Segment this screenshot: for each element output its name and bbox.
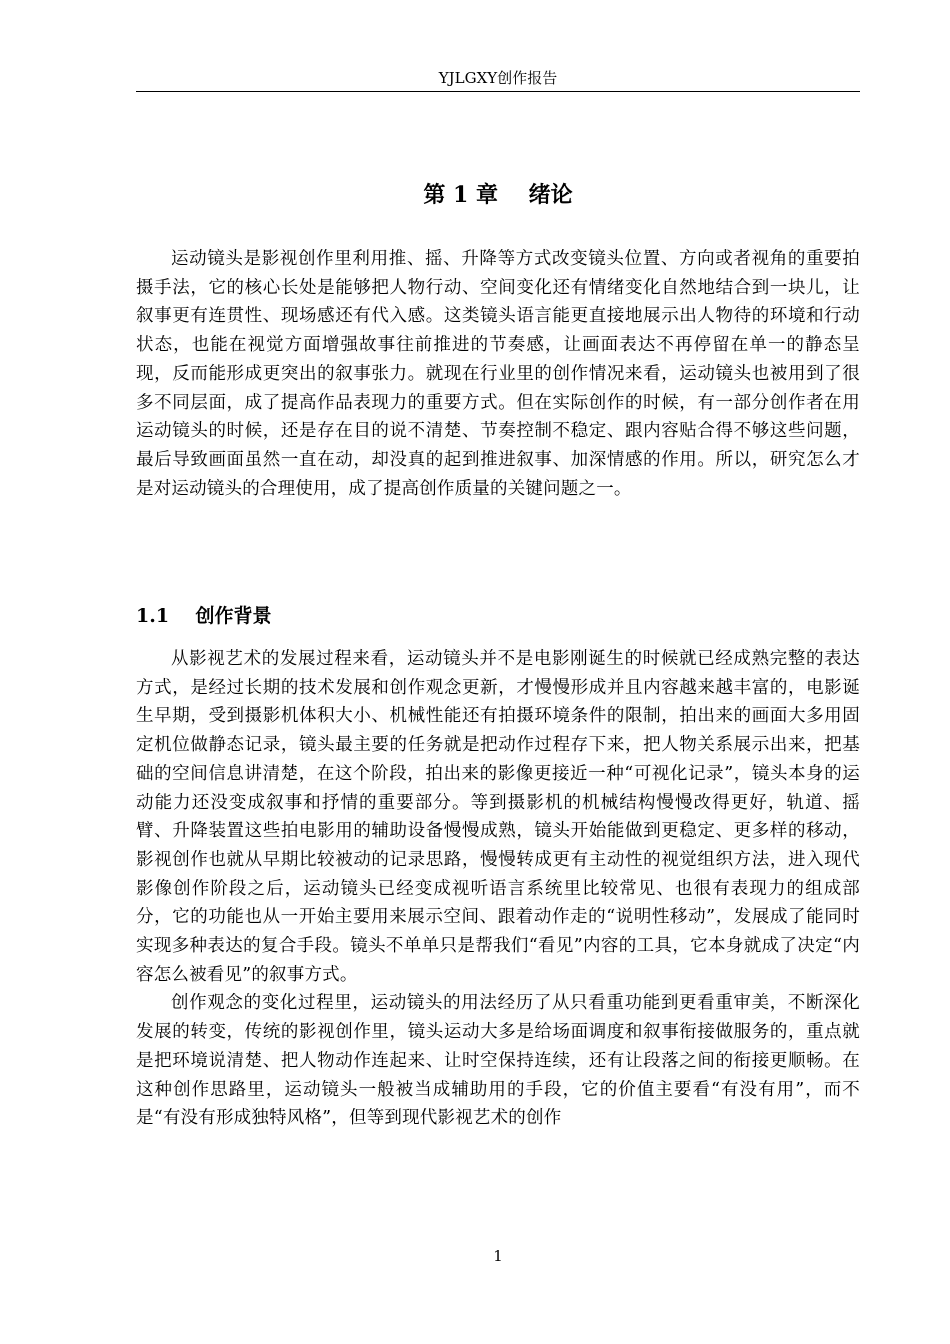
page-number: 1 — [493, 1247, 503, 1265]
paragraph: 从影视艺术的发展过程来看，运动镜头并不是电影刚诞生的时候就已经成熟完整的表达方式，是经过长期的技术发展和创作观念更新，才慢慢形成并且内容越来越丰富的，电影诞生早期，受到摄影机体积大小、机械性能还有拍摄环境条件的限制，拍出来的画面大多用固定机位做静态记录，镜头最主要的任务就是把动作过程存下来，把人物关系展示出来，把基础的空间信息讲清楚，在这个阶段，拍出来的影像更接近一种“可视化记录”，镜头本身的运动能力还没变成叙事和抒情的重要部分。等到摄影机的机械结构慢慢改得更好，轨道、摇臂、升降装置这些拍电影用的辅助设备慢慢成熟，镜头开始能做到更稳定、更多样的移动，影视创作也就从早期比较被动的记录思路，慢慢转成更有主动性的视觉组织方法，进入现代影像创作阶段之后，运动镜头已经变成视听语言系统里比较常见、也很有表现力的组成部分，它的功能也从一开始主要用来展示空间、跟着动作走的“说明性移动”，发展成了能同时实现多种表达的复合手段。镜头不单单只是帮我们“看见”内容的工具，它本身就成了决定“内容怎么被看见”的叙事方式。 — [136, 649, 860, 985]
chapter-title: 第 1 章 绪论 — [423, 182, 573, 208]
paragraph: 运动镜头是影视创作里利用推、摇、升降等方式改变镜头位置、方向或者视角的重要拍摄手法，它的核心长处是能够把人物行动、空间变化还有情绪变化自然地结合到一块儿，让叙事更有连贯性、现场感还有代入感。这类镜头语言能更直接地展示出人物待的环境和行动状态，也能在视觉方面增强故事往前推进的节奏感，让画面表达不再停留在单一的静态呈现，反而能形成更突出的叙事张力。就现在行业里的创作情况来看，运动镜头也被用到了很多不同层面，成了提高作品表现力的重要方式。但在实际创作的时候，有一部分创作者在用运动镜头的时候，还是存在目的说不清楚、节奏控制不稳定、跟内容贴合得不够这些问题，最后导致画面虽然一直在动，却没真的起到推进叙事、加深情感的作用。所以，研究怎么才是对运动镜头的合理使用，成了提高创作质量的关键问题之一。 — [136, 249, 860, 499]
paragraph: 创作观念的变化过程里，运动镜头的用法经历了从只看重功能到更看重审美，不断深化发展的转变，传统的影视创作里，镜头运动大多是给场面调度和叙事衔接做服务的，重点就是把环境说清楚、把人物动作连起来、让时空保持连续，还有让段落之间的衔接更顺畅。在这种创作思路里，运动镜头一般被当成辅助用的手段，它的价值主要看“有没有用”，而不是“有没有形成独特风格”，但等到现代影视艺术的创作 — [136, 993, 860, 1129]
section-text — [136, 645, 860, 1133]
header-rule — [136, 91, 860, 92]
running-header: YJLGXY创作报告 — [438, 69, 558, 87]
intro-text — [136, 245, 860, 503]
section-title: 1.1 创作背景 — [136, 605, 272, 627]
